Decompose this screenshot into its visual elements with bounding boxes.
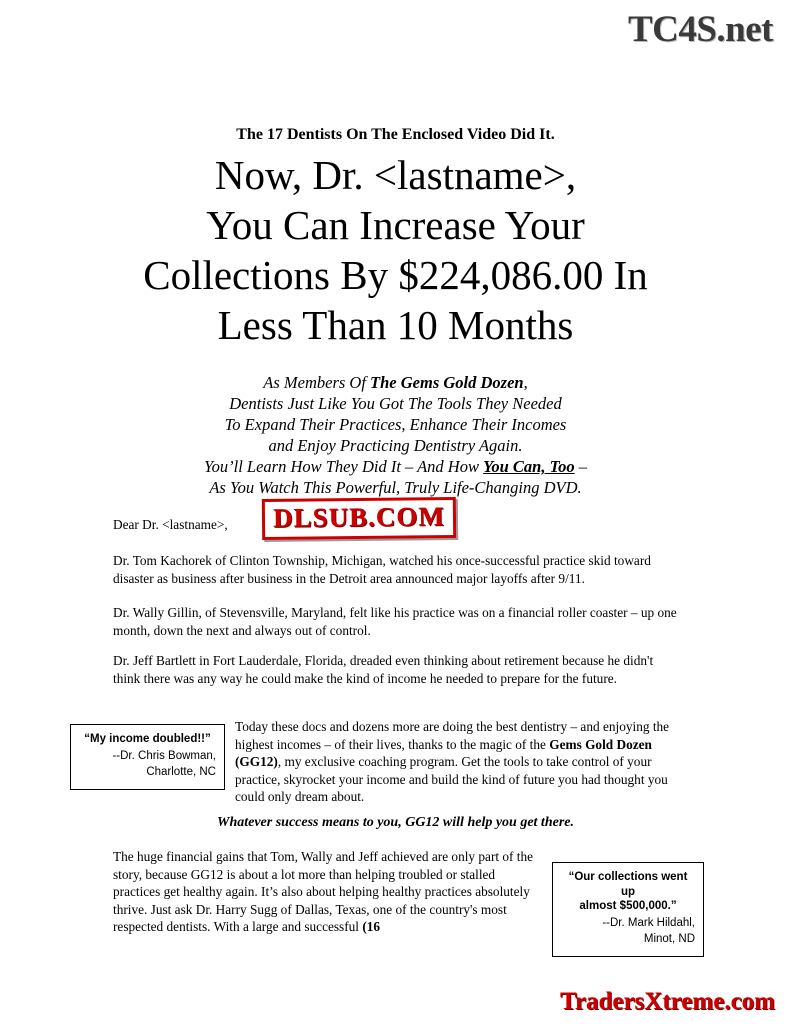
testimonial-attribution-line-2: Minot, ND: [643, 933, 695, 945]
headline-line-4: Less Than 10 Months: [217, 302, 574, 348]
body-paragraph-4-part-2: , my exclusive coaching program. Get the tools to take control of your practice, skyrocket your income and build the kind of future you had thought you could only dream about.: [235, 754, 668, 804]
page-title: [0, 150, 791, 350]
subhead-line-5-prefix: You’ll Learn How They Did It – And How: [203, 457, 484, 476]
testimonial-box-left: [70, 724, 225, 790]
body-paragraph-4-part-1: Today these docs and dozens more are doing the best dentistry – and enjoying the highest incomes – of their lives, thanks to the magic of the: [235, 719, 670, 752]
body-paragraph-5: [113, 848, 538, 936]
headline-kicker: The 17 Dentists On The Enclosed Video Did It.: [236, 126, 555, 143]
testimonial-box-right: [552, 862, 704, 957]
headline-line-2: You Can Increase Your: [206, 202, 585, 248]
testimonial-attribution-line-2: Charlotte, NC: [146, 766, 216, 778]
testimonial-quote: “My income doubled!!”: [84, 733, 211, 745]
subhead-line-4: and Enjoy Practicing Dentistry Again.: [268, 436, 523, 455]
body-paragraph-4: [235, 718, 678, 806]
subhead-line-2: Dentists Just Like You Got The Tools They Needed: [229, 394, 562, 413]
watermark-bottom-right: TradersXtreme.com: [560, 988, 775, 1015]
body-paragraph-3: Dr. Jeff Bartlett in Fort Lauderdale, Florida, dreaded even thinking about retirement because he didn't think there was any way he could make the kind of income he needed to prepare for the future.: [113, 653, 654, 686]
headline-line-1: Now, Dr. <lastname>,: [214, 152, 577, 198]
subhead-line-1-bold: The Gems Gold Dozen: [370, 373, 524, 392]
salutation: Dear Dr. <lastname>,: [113, 517, 228, 532]
tagline: Whatever success means to you, GG12 will help you get there.: [217, 815, 574, 830]
subhead-line-5-suffix: –: [574, 457, 588, 476]
body-paragraph-5-part-1: The huge financial gains that Tom, Wally and Jeff achieved are only part of the story, because GG12 is about a lot more than helping troubled or stalled practices get healthy again. It’s also about helping healthy practices absolutely thrive. Just ask Dr. Harry Sugg of Dallas, Texas, one of the country's most respected dentists. With a large and successful: [113, 849, 534, 934]
testimonial-attribution-line-1: --Dr. Chris Bowman,: [112, 749, 216, 762]
headline-line-3: Collections By $224,086.00 In: [143, 252, 648, 298]
testimonial-quote-line-1: “Our collections went up: [568, 871, 688, 898]
watermark-top-right: TC4S.net: [627, 9, 773, 50]
body-paragraph-5-bold: (16: [362, 919, 381, 934]
subhead-line-1: [0, 372, 791, 393]
subheadline: [0, 372, 791, 498]
body-paragraph-1: Dr. Tom Kachorek of Clinton Township, Michigan, watched his once-successful practice skid toward disaster as business after business in the Detroit area announced major layoffs after 9/11.: [113, 553, 651, 586]
subhead-line-3: To Expand Their Practices, Enhance Their Incomes: [224, 415, 567, 434]
testimonial-attribution-line-1: --Dr. Mark Hildahl,: [602, 916, 695, 929]
subhead-line-6: As You Watch This Powerful, Truly Life-Changing DVD.: [209, 478, 582, 497]
body-paragraph-4-bold: Gems Gold Dozen (GG12): [235, 736, 652, 769]
body-paragraph-2: Dr. Wally Gillin, of Stevensville, Maryland, felt like his practice was on a financial roller coaster – up one month, down the next and always out of control.: [113, 605, 677, 638]
subhead-line-5: [0, 456, 791, 477]
subhead-line-1-prefix: As Members Of: [263, 373, 371, 392]
subhead-line-1-suffix: ,: [523, 373, 528, 392]
subhead-line-5-underline: You Can, Too: [483, 457, 575, 476]
watermark-stamp: DLSUB.COM: [262, 497, 456, 540]
testimonial-quote-line-2: almost $500,000.”: [579, 900, 677, 912]
